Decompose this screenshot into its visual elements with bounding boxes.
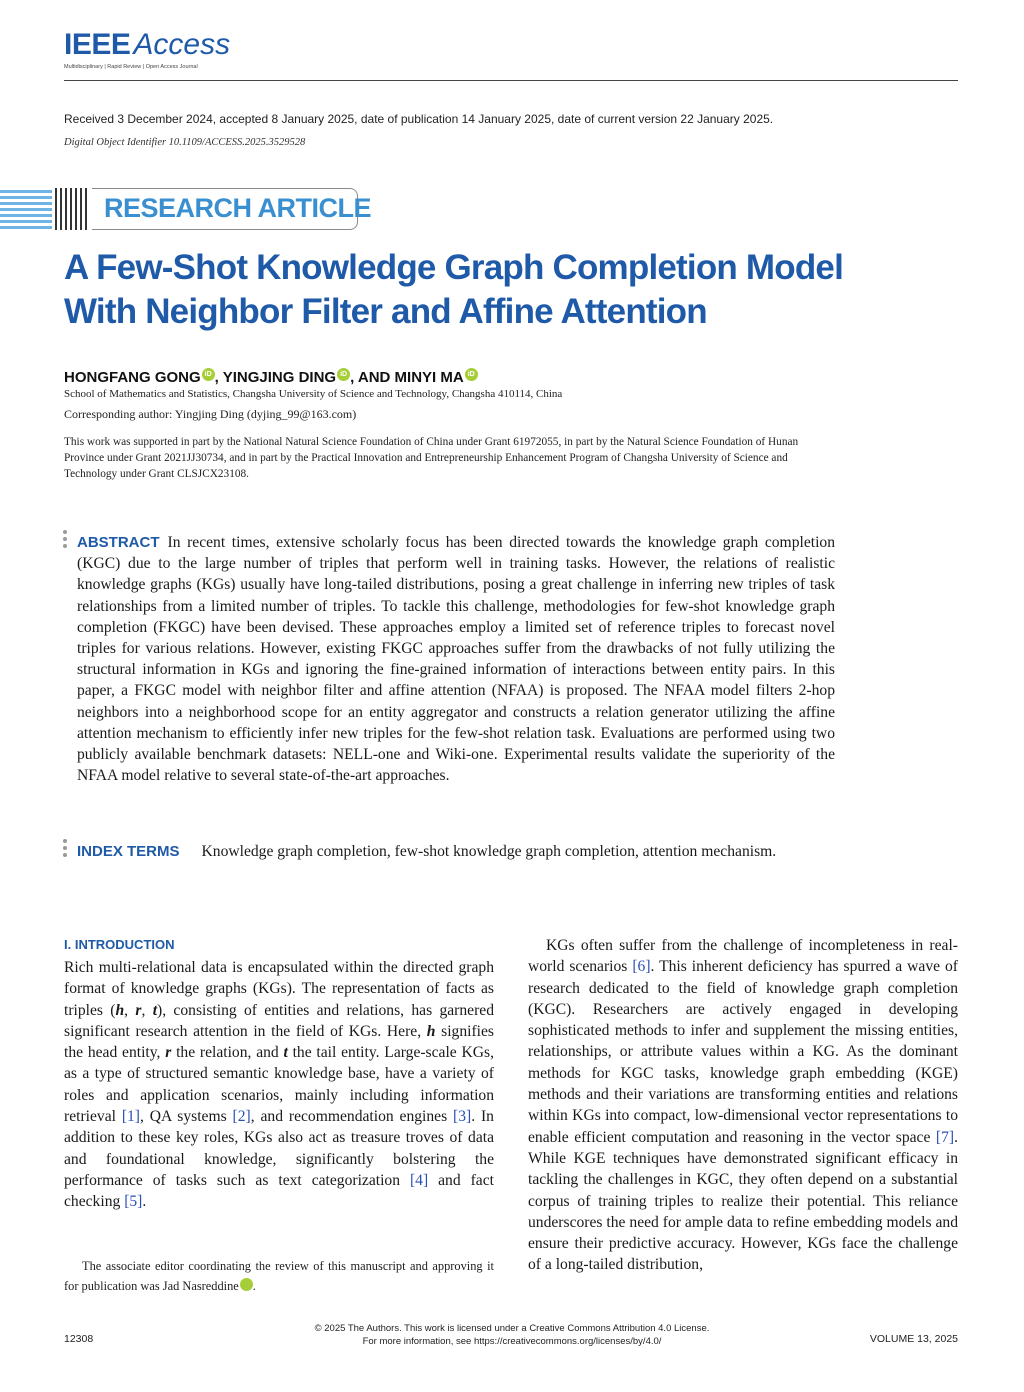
author-2: , YINGJING DING xyxy=(214,369,337,386)
section-heading-introduction: I. INTRODUCTION xyxy=(64,937,175,952)
corresponding-author: Corresponding author: Yingjing Ding (dyjing_99@163.com) xyxy=(64,407,357,421)
index-terms xyxy=(77,841,835,862)
funding-statement: This work was supported in part by the National Natural Science Foundation of China under Grant 61972055, in part by the Natural Science Foundation of Hunan Province under Grant 2021JJ30734, and in part by the Practical Innovation and Entrepreneurship Enhancement Program of Changsha University of Science and Technology under Grant CLSJCX23108. xyxy=(64,436,799,480)
abstract xyxy=(77,532,835,786)
author-3: , AND MINYI MA xyxy=(350,369,464,386)
citation-link[interactable]: [3] xyxy=(453,1108,472,1126)
index-terms-label: INDEX TERMS xyxy=(77,843,180,860)
affiliation: School of Mathematics and Statistics, Changsha University of Science and Technology, Changsha 410114, China xyxy=(64,388,563,400)
citation-link[interactable]: [7] xyxy=(935,1128,955,1146)
citation-link[interactable]: [6] xyxy=(632,958,651,976)
title-line-2: With Neighbor Filter and Affine Attention xyxy=(64,292,707,331)
logo-ieee: IEEE xyxy=(64,28,131,61)
citation-link[interactable]: [1] xyxy=(121,1108,140,1126)
intro-paragraph-1: Rich multi-relational data is encapsulated within the directed graph format of knowledge graphs (KGs). The representation of facts as triples (h, r, t), consisting of entities and relations, has garnered significant research attention in the field of KGs. Here, h signifies the head entity, r the relation, and t the tail entity. Large-scale KGs, as a type of structured semantic knowledge base, have a variety of roles and application scenarios, mainly including information retrieval [1], QA systems [2], and recommendation engines [3]. In addition to these key roles, KGs also act as treasure troves of data and foundational knowledge, significantly bolstering the performance of tasks such as text categorization [4] and fact checking [5]. xyxy=(64,959,495,1211)
license-line-1: © 2025 The Authors. This work is licensed under a Creative Commons Attribution 4.0 License. xyxy=(314,1323,710,1334)
license-line-2[interactable]: For more information, see https://creativecommons.org/licenses/by/4.0/ xyxy=(362,1336,662,1347)
header-rule xyxy=(64,80,958,81)
logo-tagline: Multidisciplinary | Rapid Review | Open Access Journal xyxy=(64,64,198,70)
index-terms-text: Knowledge graph completion, few-shot knowledge graph completion, attention mechanism. xyxy=(201,843,777,860)
logo-access: Access xyxy=(133,28,231,61)
citation-link[interactable]: [5] xyxy=(124,1193,143,1211)
citation-link[interactable]: [2] xyxy=(232,1108,251,1126)
orcid-icon[interactable]: iD xyxy=(202,368,215,381)
orcid-icon[interactable]: iD xyxy=(465,368,478,381)
orcid-icon[interactable]: iD xyxy=(240,1278,253,1291)
abstract-text: In recent times, extensive scholarly focus has been directed towards the knowledge graph completion (KGC) due to the large number of triples that perform well in training tasks. However, the relations of realistic knowledge graphs (KGs) usually have long-tailed distributions, posing a great challenge in inferring new triples of task relationships from a limited number of triples. To tackle this challenge, methodologies for few-shot knowledge graph completion (FKGC) have been devised. These approaches employ a limited set of reference triples to forecast novel triples for various relations. However, existing FKGC approaches suffer from the drawbacks of not fully utilizing the structural information in KGs and ignoring the fine-grained information of interactions between entity pairs. In this paper, a FKGC model with neighbor filter and affine attention (NFAA) is proposed. The NFAA model filters 2-hop neighbors into a neighborhood scope for an entity aggregator and constructs a relation generator utilizing the affine attention mechanism to efficiently infer new triples for the few-shot relation task. Evaluations are performed using two publicly available benchmark datasets: NELL-one and Wiki-one. Experimental results validate the superiority of the NFAA model relative to several state-of-the-art approaches. xyxy=(77,534,835,785)
citation-link[interactable]: [4] xyxy=(409,1171,429,1189)
paper-title xyxy=(64,246,944,334)
volume-info: VOLUME 13, 2025 xyxy=(869,1333,958,1345)
author-list xyxy=(64,368,478,386)
orcid-icon[interactable]: iD xyxy=(337,368,350,381)
abstract-dots-icon xyxy=(63,530,68,551)
article-type: RESEARCH ARTICLE xyxy=(104,193,372,223)
title-line-1: A Few-Shot Knowledge Graph Completion Model xyxy=(64,248,844,287)
doi: Digital Object Identifier 10.1109/ACCESS.2025.3529528 xyxy=(64,137,306,148)
received-dates: Received 3 December 2024, accepted 8 January 2025, date of publication 14 January 2025, date of current version 22 January 2025. xyxy=(64,112,774,126)
author-1: HONGFANG GONG xyxy=(64,369,201,386)
page-number: 12308 xyxy=(64,1333,94,1345)
editor-note: The associate editor coordinating the review of this manuscript and approving it for publication was Jad Nasreddine iD. xyxy=(64,1259,494,1293)
license-notice xyxy=(200,1322,824,1348)
journal-logo xyxy=(64,30,230,70)
abstract-label: ABSTRACT xyxy=(77,534,160,551)
banner-stripes-icon xyxy=(0,188,92,230)
index-dots-icon xyxy=(63,839,68,860)
intro-paragraph-2: KGs often suffer from the challenge of incompleteness in real-world scenarios [6]. This inherent deficiency has spurred a wave of research dedicated to the field of knowledge graph completion (KGC). Researchers are actively engaged in developing sophisticated methods to infer and supplement the missing entities, relationships, or attribute values within a KG. As the dominant methods for KGC tasks, knowledge graph embedding (KGE) methods and their variations are transforming entities and relations within KGs into compact, low-dimensional vector representations to enable efficient computation and reasoning in the vector space [7]. While KGE techniques have demonstrated significant efficacy in tackling the challenges in KGC, they often depend on a substantial corpus of training triples to realize their potential. This reliance underscores the need for ample data to refine embedding models and ensure their predictive accuracy. However, KGs face the challenge of a long-tailed distribution, xyxy=(528,937,958,1274)
